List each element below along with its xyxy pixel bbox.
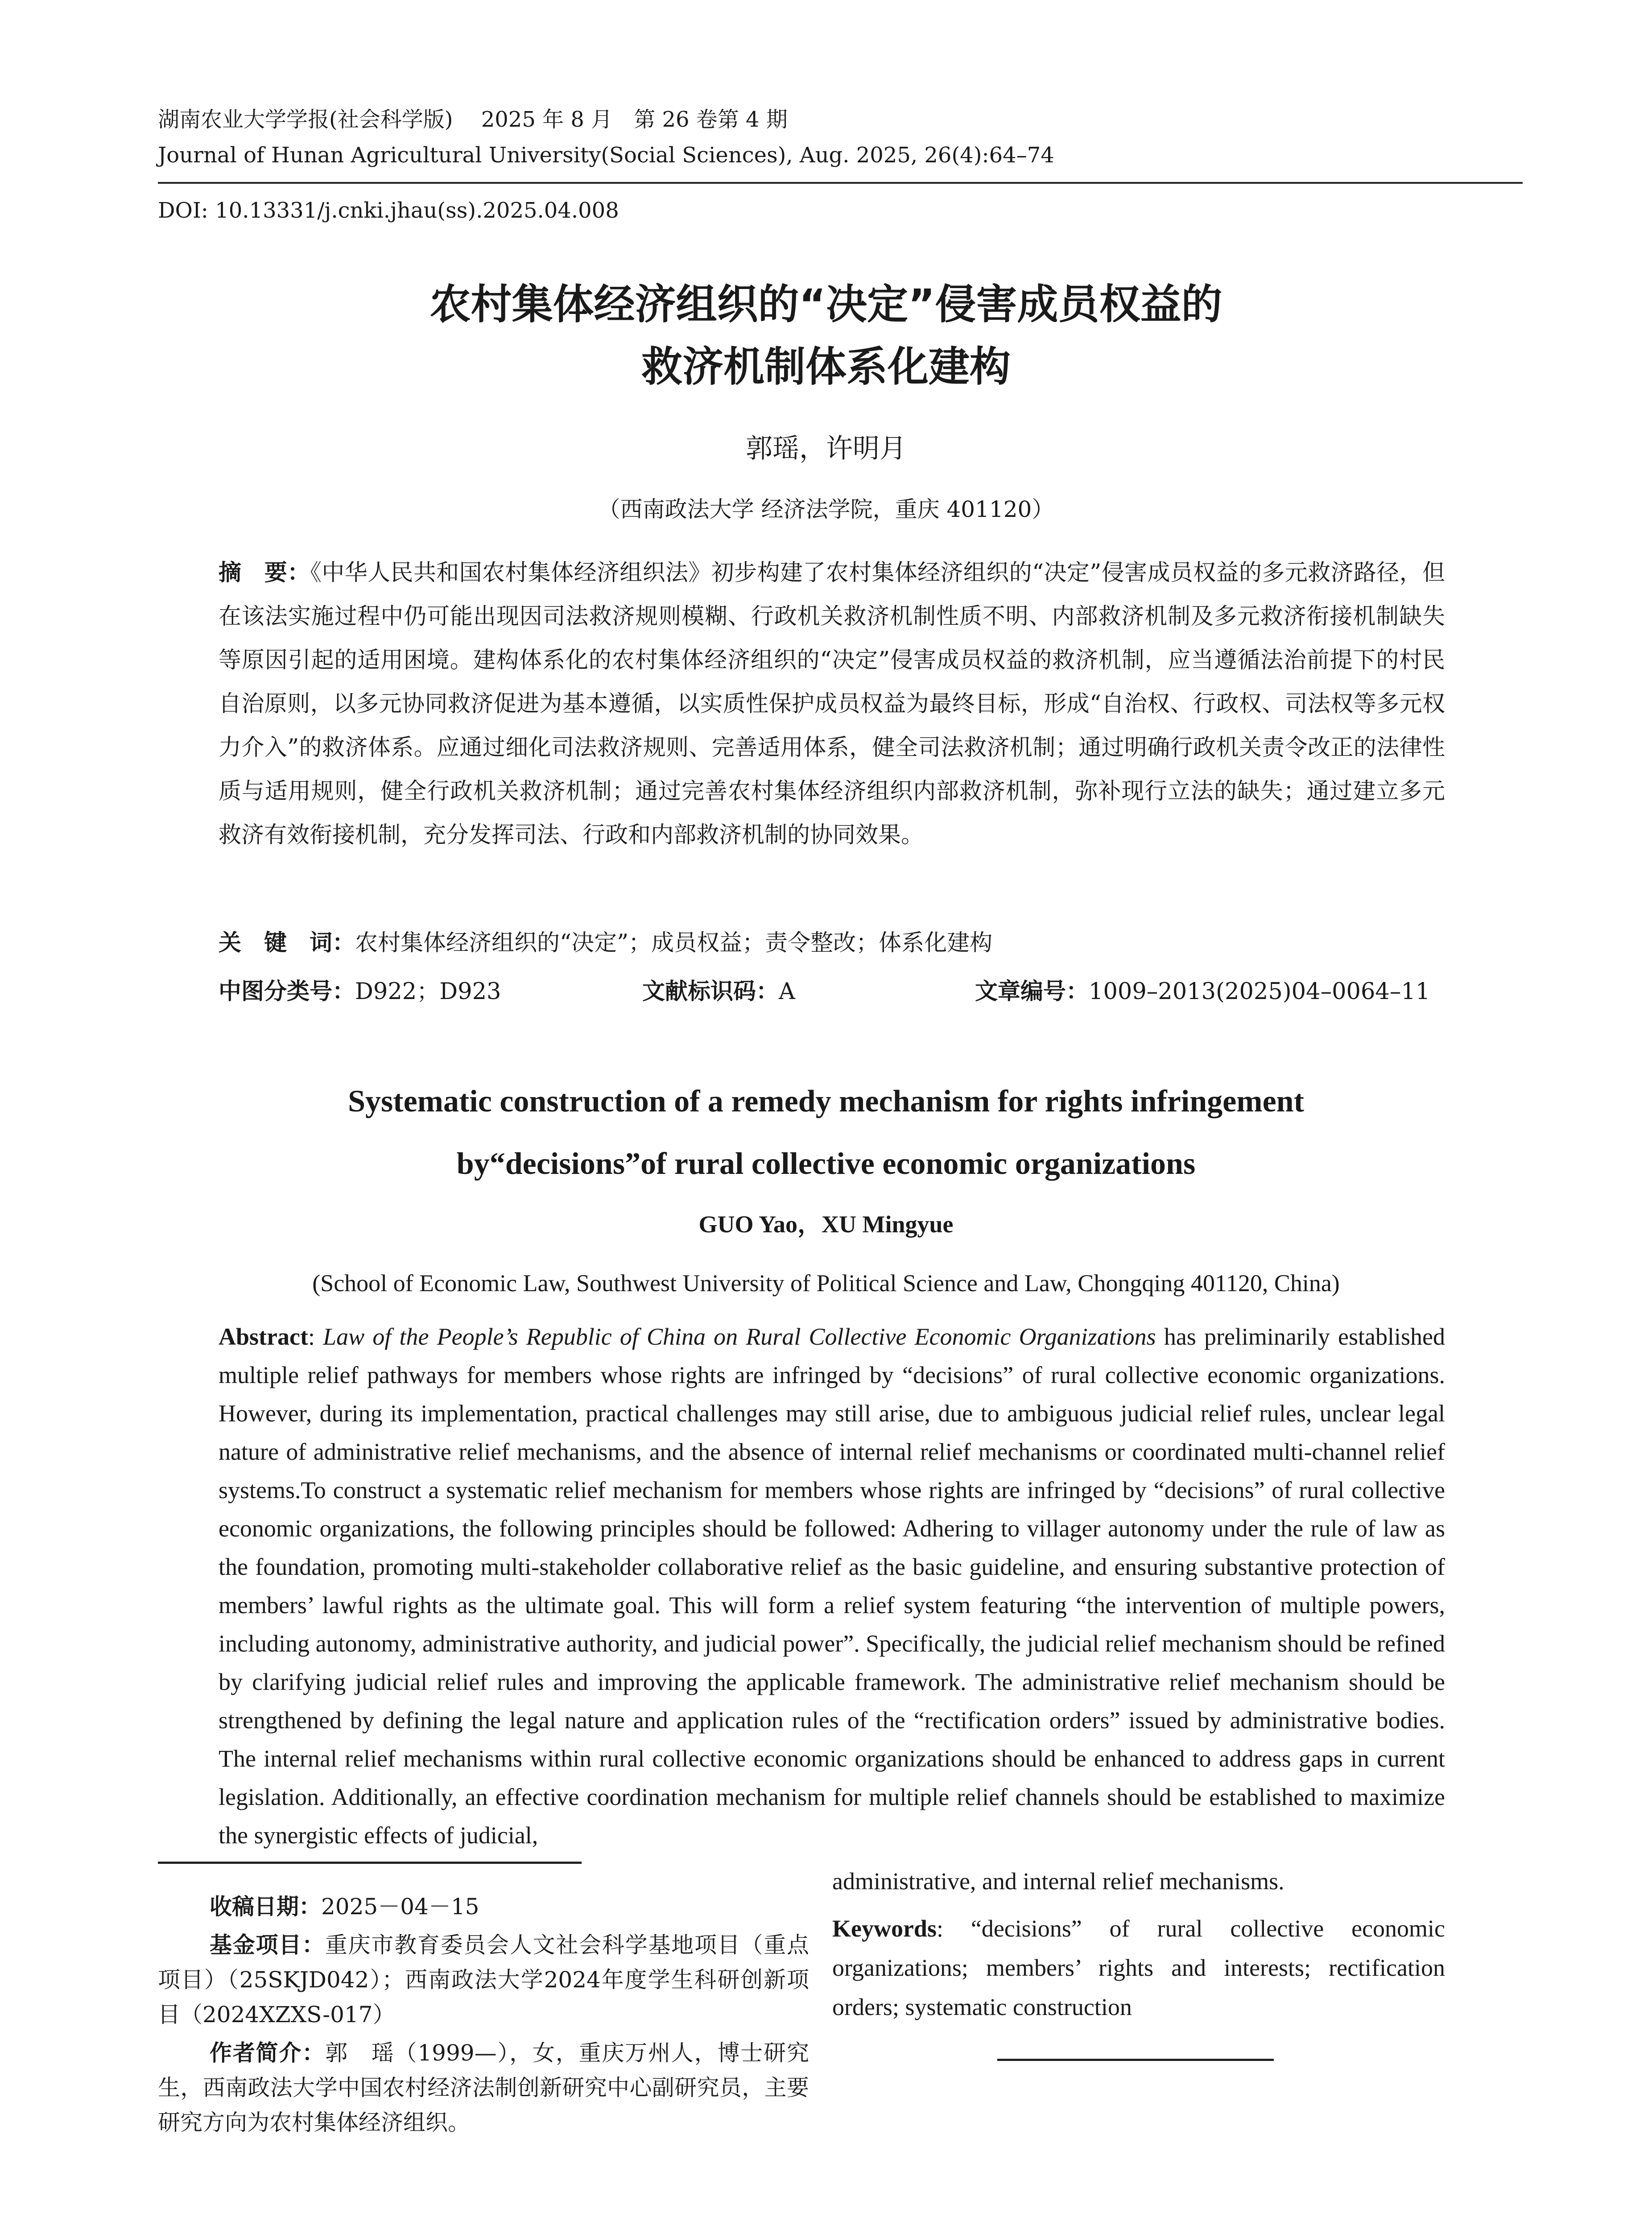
keywords-en-text: : “decisions” of rural collective economic organizations; members’ rights and interests; rectification orders; systematic construction	[832, 1915, 1445, 2020]
authors-en: GUO Yao，XU Mingyue	[698, 1211, 954, 1238]
doc-label: 文献标识码：	[642, 979, 779, 1005]
article-number	[975, 974, 1430, 1010]
received-date	[158, 1889, 809, 1924]
abstract-en	[219, 1317, 1445, 1854]
abstract-cn-text: 《中华人民共和国农村集体经济组织法》初步构建了农村集体经济组织的“决定”侵害成员权益的多元救济路径，但在该法实施过程中仍可能出现因司法救济规则模糊、行政机关救济机制性质不明、内部救济机制及多元救济衔接机制缺失等原因引起的适用困境。建构体系化的农村集体经济组织的“决定”侵害成员权益的救济机制，应当遵循法治前提下的村民自治原则，以多元协同救济促进为基本遵循，以实质性保护成员权益为最终目标，形成“自治权、行政权、司法权等多元权力介入”的救济体系。应通过细化司法救济规则、完善适用体系，健全司法救济机制；通过明确行政机关责令改正的法律性质与适用规则，健全行政机关救济机制；通过完善农村集体经济组织内部救济机制，弥补现行立法的缺失；通过建立多元救济有效衔接机制，充分发挥司法、行政和内部救济机制的协同效果。	[219, 560, 1445, 848]
title-en-line1: Systematic construction of a remedy mechanism for rights infringement	[348, 1084, 1304, 1119]
footnote-rule	[158, 1862, 582, 1864]
fund-label: 基金项目：	[210, 1932, 325, 1958]
keywords-cn-text: 农村集体经济组织的“决定”；成员权益；责令整改；体系化建构	[355, 930, 993, 956]
keywords-cn	[219, 921, 1445, 965]
doc-code	[642, 974, 795, 1010]
journal-header-cn: 湖南农业大学学报(社会科学版) 2025 年 8 月 第 26 卷第 4 期	[158, 107, 788, 132]
header-rule	[158, 182, 1523, 184]
affiliation-cn: （西南政法大学 经济法学院，重庆 401120）	[598, 496, 1054, 522]
keywords-cn-label: 关 键 词：	[219, 930, 355, 956]
abstract-cn-label: 摘 要：	[219, 560, 310, 586]
doi: DOI: 10.13331/j.cnki.jhau(ss).2025.04.008	[158, 198, 619, 223]
affiliation-en: (School of Economic Law, Southwest University of Political Science and Law, Chongqing 401120, China)	[312, 1270, 1340, 1297]
abstract-cn	[219, 551, 1445, 857]
clc-number	[219, 974, 501, 1010]
law-name: Law of the People’s Republic of China on Rural Collective Economic Organizations	[323, 1323, 1156, 1350]
authors-cn: 郭瑶，许明月	[746, 433, 906, 464]
article-value: 1009–2013(2025)04–0064–11	[1089, 979, 1430, 1005]
author-label: 作者简介：	[210, 2040, 326, 2066]
received-value: 2025－04－15	[321, 1894, 479, 1920]
author-bio	[158, 2036, 809, 2140]
journal-header-en: Journal of Hunan Agricultural University(Social Sciences), Aug. 2025, 26(4):64–74	[158, 143, 1054, 168]
abstract-en-label: Abstract	[219, 1323, 308, 1350]
abstract-en-text: has preliminarily established multiple relief pathways for members whose rights are infringed by “decisions” of rural collective economic organizations. However, during its implementation, practical challenges may still arise, due to ambiguous judicial relief rules, unclear legal nature of administrative relief mechanisms, and the absence of internal relief mechanisms or coordinated multi-channel relief systems.To construct a systematic relief mechanism for members whose rights are infringed by “decisions” of rural collective economic organizations, the following principles should be followed: Adhering to villager autonomy under the rule of law as the foundation, promoting multi-stakeholder collaborative relief as the basic guideline, and ensuring substantive protection of members’ lawful rights as the ultimate goal. This will form a relief system featuring “the intervention of multiple powers, including autonomy, administrative authority, and judicial power”. Specifically, the judicial relief mechanism should be refined by clarifying judicial relief rules and improving the applicable framework. The administrative relief mechanism should be strengthened by defining the legal nature and application rules of the “rectification orders” issued by administrative bodies. The internal relief mechanisms within rural collective economic organizations should be enhanced to address gaps in current legislation. Additionally, an effective coordination mechanism for multiple relief channels should be established to maximize the synergistic effects of judicial,	[219, 1323, 1445, 1849]
doc-value: A	[779, 979, 795, 1005]
title-cn-line2: 救济机制体系化建构	[641, 343, 1011, 391]
keywords-end-rule	[997, 2059, 1274, 2061]
abstract-en-colon: :	[308, 1323, 323, 1350]
title-cn-line1: 农村集体经济组织的“决定”侵害成员权益的	[430, 281, 1222, 328]
keywords-en-label: Keywords	[832, 1915, 937, 1942]
fund-info	[158, 1928, 809, 2032]
keywords-en	[832, 1909, 1445, 2027]
received-label: 收稿日期：	[210, 1894, 321, 1920]
title-en-line2: by“decisions”of rural collective economic organizations	[456, 1147, 1196, 1181]
author-value: 郭 瑶（1999—），女，重庆万州人，博士研究生，西南政法大学中国农村经济法制创新研究中心副研究员，主要研究方向为农村集体经济组织。	[158, 2040, 809, 2135]
article-label: 文章编号：	[975, 979, 1089, 1005]
abstract-en-tail: administrative, and internal relief mechanisms.	[832, 1868, 1284, 1895]
fund-value: 重庆市教育委员会人文社会科学基地项目（重点项目）（25SKJD042）；西南政法大学2024年度学生科研创新项目（2024XZXS-017）	[158, 1932, 809, 2028]
clc-value: D922；D923	[355, 979, 501, 1005]
clc-label: 中图分类号：	[219, 979, 355, 1005]
